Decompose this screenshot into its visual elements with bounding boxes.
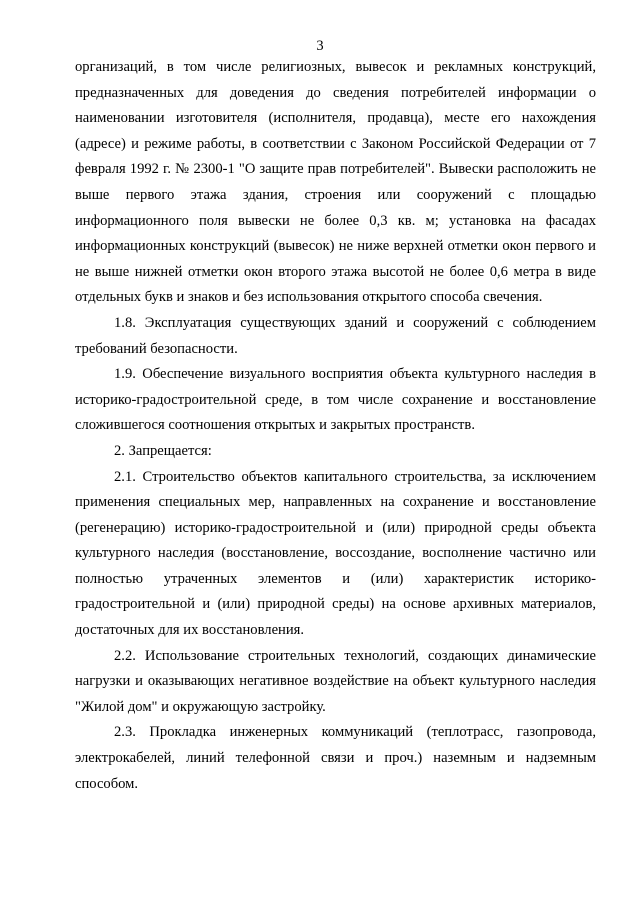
paragraph-1-8: 1.8. Эксплуатация существующих зданий и сооружений с соблюдением требований безопасности. [75,314,596,357]
paragraph-2-heading: 2. Запрещается: [114,442,212,459]
page-number: 3 [316,38,324,54]
paragraph-2-2: 2.2. Использование строительных технологий, создающих динамические нагрузки и оказывающих негативное воздействие на объект культурного наследия "Жилой дом" и окружающую застройку. [75,647,596,715]
document-body [75,55,596,797]
paragraph-2-3: 2.3. Прокладка инженерных коммуникаций (теплотрасс, газопровода, электрокабелей, линий телефонной связи и проч.) наземным и надземным способом. [75,724,596,792]
paragraph-2-1: 2.1. Строительство объектов капитального строительства, за исключением применения специальных мер, направленных на сохранение и восстановление (регенерацию) историко-градостроительной и (или) природной среды объекта культурного наследия (восстановление, воссоздание, восполнение частично или полностью утраченных элементов и (или) характеристик историко-градостроительной и (или) природной среды) на основе архивных материалов, достаточных для их восстановления. [75,468,596,639]
paragraph-1-9: 1.9. Обеспечение визуального восприятия объекта культурного наследия в историко-градостроительной среде, в том числе сохранение и восстановление сложившегося соотношения открытых и закрытых пространств. [75,366,596,434]
paragraph-continuation: организаций, в том числе религиозных, вывесок и рекламных конструкций, предназначенных для доведения до сведения потребителей информации о наименовании изготовителя (исполнителя, продавца), месте его нахождения (адресе) и режиме работы, в соответствии с Законом Российской Федерации от 7 февраля 1992 г. № 2300-1 "О защите прав потребителей". Вывески расположить не выше первого этажа здания, строения или сооружений с площадью информационного поля вывески не более 0,3 кв. м; установка на фасадах информационных конструкций (вывесок) не ниже верхней отметки окон первого и не выше нижней отметки окон второго этажа высотой не более 0,6 метра в виде отдельных букв и знаков и без использования открытого способа свечения. [75,59,596,306]
